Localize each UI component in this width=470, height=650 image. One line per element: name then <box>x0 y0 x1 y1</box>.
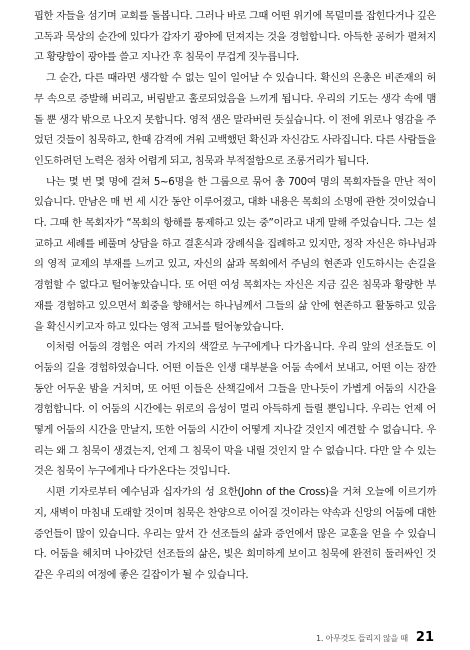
paragraph: 핍한 자들을 섬기며 교회를 돌봅니다. 그러나 바로 그때 어떤 위기에 목덜미를 잡힌다거나 깊은 고독과 묵상의 순간에 있다가 갑자기 광야에 던져지는 것을 경험합니다. 아득한 공허가 펼쳐지고 황량함이 광야를 쓸고 지나간 후 침묵이 무겁게 짓누릅니다. <box>34 10 436 64</box>
document-body <box>34 6 436 586</box>
page-footer <box>316 630 434 645</box>
paragraph: 이처럼 어둠의 경험은 여러 가지의 색깔로 누구에게나 다가옵니다. 우리 앞의 선조들도 이 어둠의 길을 경험하였습니다. 어떤 이들은 인생 대부분을 어둠 속에서 보내고, 어떤 이는 잠깐 동안 어두운 밤을 거치며, 또 어떤 이들은 산책길에서 그들을 만나듯이 가볍게 어둠의 시간을 경험합니다. 이 어둠의 시간에는 위로의 음성이 멀리 아득하게 들릴 뿐입니다. 우리는 언제 어떻게 어둠의 시간을 만날지, 또한 어둠의 시간이 어떻게 지나갈 것인지 예견할 수 없습니다. 우리는 왜 그 침묵이 생겼는지, 언제 그 침묵이 막을 내릴 것인지 알 수 없습니다. 다만 알 수 있는 것은 침묵이 누구에게나 다가온다는 것입니다. <box>34 341 436 478</box>
paragraph: 그 순간, 다른 때라면 생각할 수 없는 일이 일어날 수 있습니다. 확신의 은총은 비존재의 허무 속으로 증발해 버리고, 버림받고 홀로되었음을 느끼게 됩니다. 우리의 기도는 생각 속에 맴돌 뿐 생각 밖으로 나오지 못합니다. 영적 샘은 말라버린 듯싶습니다. 이 전에 위로나 영감을 주었던 것들이 침묵하고, 한때 감격에 겨워 고백했던 확신과 자신감도 사라집니다. 다른 사람들을 인도하려던 노력은 점차 어렵게 되고, 침묵과 부적절함으로 조롱거리가 됩니다. <box>34 72 436 167</box>
page-number: 21 <box>415 630 434 645</box>
paragraph: 나는 몇 번 몇 명에 걸쳐 5~6명을 한 그룹으로 묶어 총 700여 명의 목회자들을 만난 적이 있습니다. 만남은 매 번 세 시간 동안 이루어졌고, 대화 내용은 목회의 소명에 관한 것이었습니다. 그때 한 목회자가 “목회의 항해를 통제하고 있는 중”이라고 내게 말해 주었습니다. 그는 설교하고 세례를 베풀며 상담을 하고 결혼식과 장례식을 집례하고 있지만, 정작 자신은 하나님과의 영적 교제의 부재를 느끼고 있고, 자신의 삶과 목회에서 주님의 현존과 인도하시는 손길을 경험할 수 없다고 털어놓았습니다. 또 어떤 여성 목회자는 자신은 지금 깊은 침묵과 황량한 부재를 경험하고 있으면서 회중을 향해서는 하나님께서 그들의 삶 안에 현존하고 활동하고 있음을 확신시키고자 하고 있다는 영적 고뇌를 털어놓았습니다. <box>34 175 436 333</box>
running-chapter-title: 1. 아무것도 들리지 않을 때 <box>316 634 408 643</box>
paragraph: 시편 기자로부터 예수님과 십자가의 성 요한(John of the Cross)을 거쳐 오늘에 이르기까지, 새벽이 마침내 도래할 것이며 침묵은 찬양으로 이어질 것이라는 약속과 신앙의 어둠에 대한 증언들이 많이 있습니다. 우리는 앞서 간 선조들의 삶과 증언에서 많은 교훈을 얻을 수 있습니다. 어둠을 헤치며 나아갔던 선조들의 삶은, 빛은 희미하게 보이고 침묵에 완전히 둘러싸인 것 같은 우리의 여정에 좋은 길잡이가 될 수 있습니다. <box>34 486 436 581</box>
